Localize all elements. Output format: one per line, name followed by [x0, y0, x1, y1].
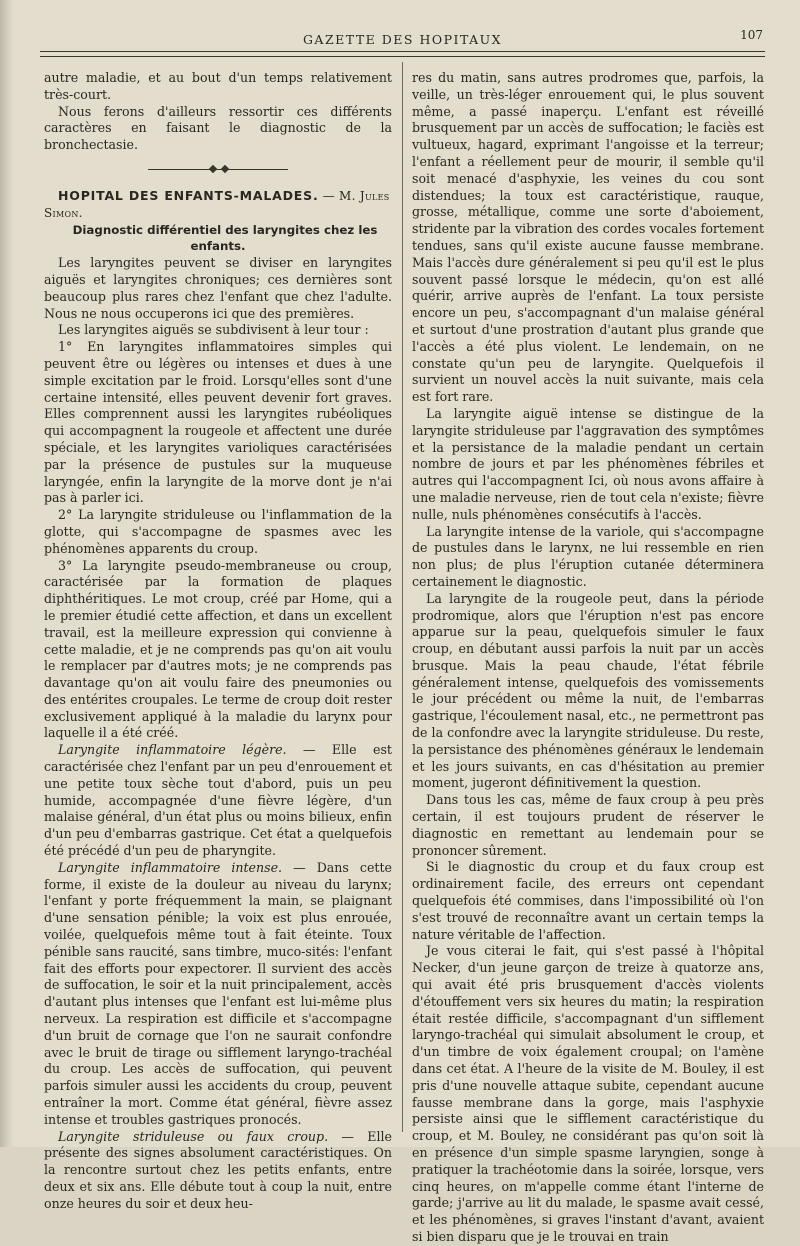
paragraph: autre maladie, et au bout d'un temps relativement très-court. — [44, 70, 392, 102]
paragraph: res du matin, sans autres prodromes que, parfois, la veille, un très-léger enrouement qui, le plus souvent même, a passé inaperçu. L'enfant est réveillé brusquement par un accès de suffocation; le faciès est vultueux, hagard, exprimant l'angoisse et la terreur; l'enfant a réellement peur de mourir, il semble qu'il soit menacé d'asphyxie, les veines du cou sont distendues; la toux est caractéristique, rauque, grosse, métallique, comme une sorte d'aboiement, stridente par la vibration des cordes vocales fortement tendues, sans qu'il existe aucune fausse membrane. Mais l'accès dure généralement si peu qu'il est le plus souvent passé lorsque le médecin, qu'on est allé quérir, arrive auprès de l'enfant. La toux persiste encore un peu, s'accompagnant d'un malaise général et surtout d'une prostration d'autant plus grande que l'accès a été plus violent. Le lendemain, on ne constate qu'un peu de laryngite. Quelquefois il survient un nouvel accès la nuit suivante, mais cela est fort rare. — [412, 70, 764, 405]
paragraph — [44, 742, 392, 860]
section-lead: Laryngite inflammatoire intense. — [58, 859, 283, 875]
article-title: Diagnostic différentiel des laryngites chez les enfants. — [72, 222, 378, 254]
hospital-author: Jules Simon. — [44, 188, 390, 220]
paragraph: Dans tous les cas, même de faux croup à peu près certain, il est toujours prudent de réserver le diagnostic en remettant au lendemain pour se prononcer sûrement. — [412, 792, 764, 858]
paragraph-text: — Elle présente des signes absolument caractéristiques. On la rencontre surtout chez les petits enfants, entre deux et six ans. Elle débute tout à coup la nuit, entre onze heures du soir et deux heu- — [44, 1128, 392, 1211]
paragraph: Je vous citerai le fait, qui s'est passé à l'hôpital Necker, d'un jeune garçon de treize à quatorze ans, qui avait été pris brusquement d'accès violents d'étouffement vers six heures du matin; la respiration était restée difficile, s'accompagnant d'un sifflement laryngo-trachéal qui simulait absolument le croup, et d'un timbre de voix également croupal; on l'amène dans cet état. A l'heure de la visite de M. Bouley, il est pris d'une nouvelle attaque subite, cependant aucune fausse membrane dans la gorge, mais l'asphyxie persiste ainsi que le sifflement caractéristique du croup, et M. Bouley, ne considérant pas qu'on soit là en présence d'un simple spasme laryngien, songe à pratiquer la trachéotomie dans la soirée, lorsque, vers cinq heures, on m'appelle comme étant l'interne de garde; j'arrive au lit du malade, le spasme avait cessé, et les phénomènes, si graves l'instant d'avant, avaient si bien disparu que je le trouvai en train — [412, 943, 764, 1244]
hospital-heading — [44, 188, 392, 222]
ornament-diamond — [221, 165, 229, 173]
header-rule-thick — [40, 51, 765, 52]
column-divider — [402, 62, 403, 1132]
paragraph: La laryngite intense de la variole, qui s'accompagne de pustules dans le larynx, ne lui ressemble en rien non plus; de plus l'éruption cutanée déterminera certainement le diagnostic. — [412, 523, 764, 589]
paragraph: La laryngite aiguë intense se distingue de la laryngite striduleuse par l'aggravation des symptômes et la persistance de la maladie pendant un certain nombre de jours et par les phénomènes fébriles et autres qui l'accompagnent Ici, où nous avons affaire à une maladie nerveuse, rien de tout cela n'existe; fièvre nulle, nuls phénomènes consécutifs à l'accès. — [412, 405, 764, 522]
ornament-rule — [148, 169, 288, 170]
paragraph: Les laryngites aiguës se subdivisent à leur tour : — [58, 322, 369, 338]
ornament-diamond — [209, 165, 217, 173]
section-lead: Laryngite striduleuse ou faux croup. — [58, 1128, 329, 1144]
paragraph: La laryngite de la rougeole peut, dans la période prodromique, alors que l'éruption n'est pas encore apparue sur la peau, quelquefois simuler le faux croup, en débutant aussi parfois la nuit par un accès brusque. Mais la peau chaude, l'état fébrile généralement intense, quelquefois des vomissements le jour précédent ou même la nuit, de l'embarras gastrique, l'écoulement nasal, etc., ne permettront pas de la confondre avec la laryngite striduleuse. Du reste, la persistance des phénomènes généraux le lendemain et les jours suivants, en cas d'hésitation au premier moment, jugeront définitivement la question. — [412, 590, 764, 791]
hospital-separator: — M. — [318, 188, 360, 203]
header-rule-thin — [40, 56, 765, 57]
page-header — [40, 28, 765, 50]
paragraph: 3° La laryngite pseudo-membraneuse ou croup, caractérisée par la formation de plaques diphthéritiques. Le mot croup, créé par Home, qui a le premier étudié cette affection, et dans un excellent travail, est la meilleure expression qui convienne à cette maladie, et je ne comprends pas qu'on ait voulu le remplacer par d'autres mots; je ne comprends pas davantage qu'on ait voulu faire des pneumonies ou des entérites croupales. Le terme de croup doit rester exclusivement appliqué à la maladie du larynx pour laquelle il a été créé. — [44, 557, 392, 741]
left-column — [44, 70, 392, 1213]
page-binding-shadow — [0, 0, 14, 1147]
paragraph: Nous ferons d'ailleurs ressortir ces différents caractères en faisant le diagnostic de la bronchectasie. — [44, 103, 392, 153]
right-column — [412, 70, 764, 1246]
paragraph: Si le diagnostic du croup et du faux croup est ordinairement facile, des erreurs ont cependant quelquefois été commises, dans l'impossibilité où l'on s'est trouvé de reconnaître avant un certain temps la nature véritable de l'affection. — [412, 859, 764, 942]
page-number: 107 — [740, 28, 763, 42]
journal-title: GAZETTE DES HOPITAUX — [302, 32, 503, 47]
paragraph — [44, 1129, 392, 1213]
section-ornament — [148, 166, 288, 174]
section-lead: Laryngite inflammatoire légère. — [58, 742, 287, 758]
paragraph: 1° En laryngites inflammatoires simples qui peuvent être ou légères ou intenses et dues à une simple excitation par le froid. Lorsqu'elles sont d'une certaine intensité, elles peuvent devenir fort graves. Elles comprennent aussi les laryngites rubéoliques qui accompagnent la rougeole et affectent une durée spéciale, et les laryngites varioliques caractérisées par la présence de pustules sur la muqueuse laryngée, enfin la laryngite de la morve dont je n'ai pas à parler ici. — [44, 339, 392, 506]
paragraph-text: — Dans cette forme, il existe de la douleur au niveau du larynx; l'enfant y porte fréquemment la main, se plaignant d'une sensation pénible; la voix est plus enrouée, voilée, quelquefois même tout à fait éteinte. Toux pénible sans raucité, sans timbre, muco-sités: l'enfant fait des efforts pour expectorer. Il survient des accès de suffocation, le soir et la nuit principalement, accès d'autant plus intenses que l'enfant est lui-même plus nerveux. La respiration est difficile et s'accompagne d'un bruit de cornage que l'on ne saurait confondre avec le bruit de tirage ou sifflement laryngo-trachéal du croup. Les accès de suffocation, qui peuvent parfois simuler aussi les accidents du croup, peuvent entraîner la mort. Comme état général, fièvre assez intense et troubles gastriques pronocés. — [44, 859, 392, 1127]
paragraph — [44, 860, 392, 1129]
paragraph-text: — Elle est caractérisée chez l'enfant par un peu d'enrouement et une petite toux sèche tout d'abord, puis un peu humide, accompagnée d'une fièvre légère, d'un malaise général, d'un état plus ou moins bilieux, enfin d'un peu d'embarras gastrique. Cet état a quelquefois été précédé d'un peu de pharyngite. — [44, 742, 392, 859]
paragraph: Les laryngites peuvent se diviser en laryngites aiguës et laryngites chroniques; ces dernières sont beaucoup plus rares chez l'enfant que chez l'adulte. Nous ne nous occuperons ici que des premières. — [44, 255, 392, 321]
paragraph: 2° La laryngite striduleuse ou l'inflammation de la glotte, qui s'accompagne de spasmes avec les phénomènes apparents du croup. — [44, 507, 392, 556]
hospital-name: HOPITAL DES ENFANTS-MALADES. — [58, 187, 319, 203]
